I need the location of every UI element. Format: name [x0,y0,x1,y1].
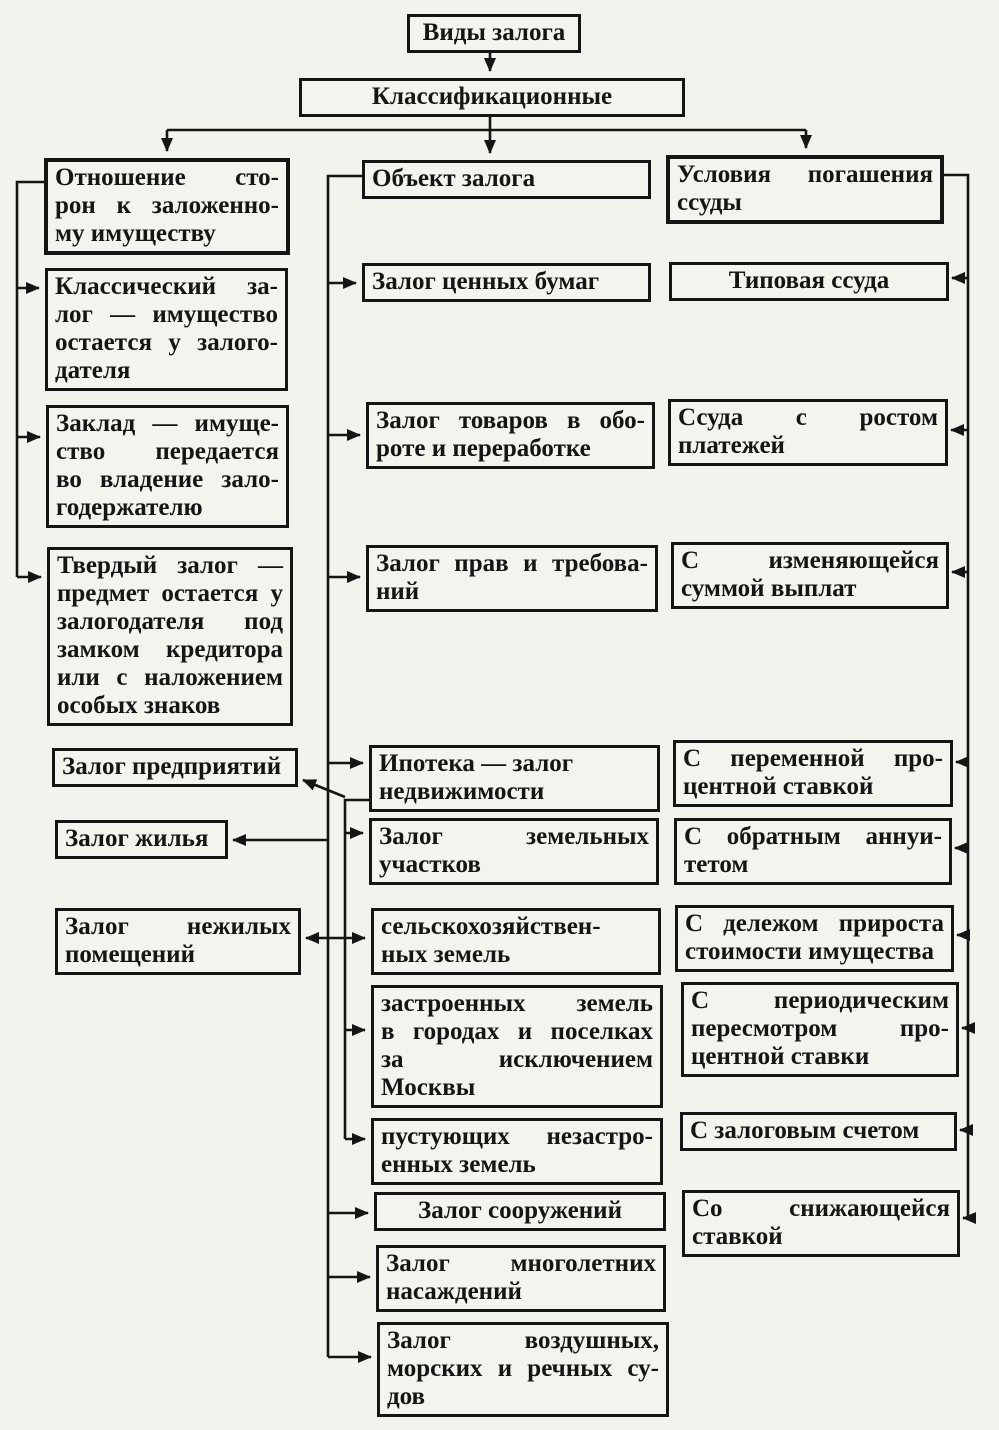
node-rights-pledge: Залог прав и требова- ний [366,545,658,612]
node-classic-pledge: Классический за- лог — имущество остается у залого- дателя [45,268,288,391]
node-reverse-annuity-loan: С обратным аннуи- тетом [674,818,952,885]
node-root: Виды залога [407,14,581,53]
mortgage-rail [345,800,370,1139]
node-mortgage: Ипотека — залог недвижимости [369,745,660,812]
node-nonresidential-pledge: Залог нежилых помещений [55,908,301,975]
node-classification: Классификационные [299,78,685,117]
node-object-header: Объект залога [362,160,651,199]
object-rail [328,176,362,1357]
node-built-up-land: застроенных земель в городах и поселках за исключением Москвы [371,985,663,1108]
node-vessels-pledge: Залог воздушных, морских и речных су- дов [377,1322,669,1417]
node-vacant-land: пустующих незастро- енных земель [371,1118,663,1185]
node-variable-rate-loan: С переменной про- центной ставкой [673,740,953,807]
node-collateral-account-loan: С залоговым счетом [680,1112,957,1151]
node-relation-header: Отношение сто- рон к заложенно- му имуществу [44,158,290,255]
node-securities-pledge: Залог ценных бумаг [362,263,651,302]
node-goods-pledge: Залог товаров в обо- роте и переработке [366,402,655,469]
node-structures-pledge: Залог сооружений [374,1192,666,1231]
node-firm-pledge: Твердый залог — предмет остается у залогодателя под замком кредитора или с наложением особых знаков [47,547,293,726]
node-agricultural-land: сельскохозяйствен- ных земель [371,908,661,975]
node-periodic-review-loan: С периодическим пересмотром про- центной ставки [681,982,959,1077]
node-growing-payments-loan: Ссуда с ростом платежей [668,399,948,466]
left-rail [17,182,44,577]
node-enterprises-pledge: Залог предприятий [52,748,298,787]
node-declining-rate-loan: Со снижающейся ставкой [682,1190,960,1257]
node-terms-header: Условия погашения ссуды [666,155,944,224]
edge-enterprises [303,780,345,797]
node-zaklad: Заклад — имуще- ство передается во владение зало- годержателю [46,405,289,528]
node-perennial-plantings: Залог многолетних насаждений [376,1245,666,1312]
node-land-plots: Залог земельных участков [369,818,659,885]
node-changing-payments-loan: С изменяющейся суммой выплат [671,542,949,609]
node-housing-pledge: Залог жилья [55,820,228,859]
node-appreciation-share-loan: С дележом прироста стоимости имущества [675,905,954,972]
node-typical-loan: Типовая ссуда [669,262,949,301]
